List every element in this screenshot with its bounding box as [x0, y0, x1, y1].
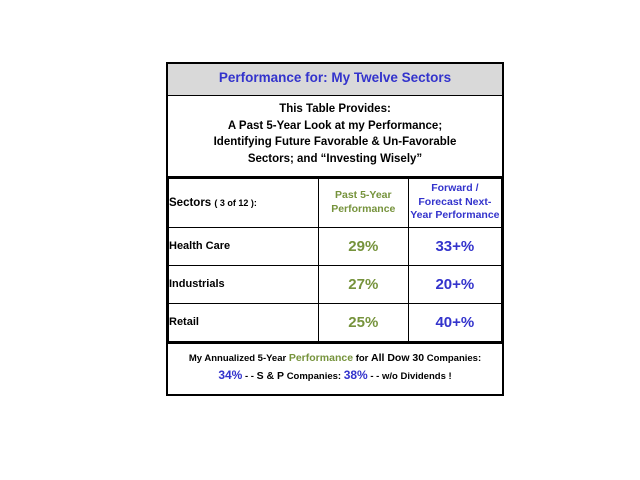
- sector-past-performance: 29%: [318, 227, 408, 265]
- footer-dow30-label: All Dow 30: [371, 351, 425, 364]
- footer-for-word: for: [355, 352, 369, 364]
- header-forward-line-1: Forward /: [431, 182, 479, 195]
- footer-sp-value: 38%: [343, 368, 368, 383]
- table-header-row: [169, 178, 502, 227]
- footer-sp-label: S & P: [256, 370, 285, 383]
- header-past-performance-cell: [318, 178, 408, 227]
- footer-companies-word: Companies:: [426, 352, 482, 364]
- intro-line-1: This Table Provides:: [279, 102, 391, 115]
- page-title: Performance for: My Twelve Sectors: [218, 70, 452, 85]
- footer-companies-word-2: Companies:: [286, 371, 342, 383]
- header-forward-line-2: Forecast Next-: [418, 195, 492, 208]
- intro-line-3: Identifying Future Favorable & Un-Favorable: [213, 136, 457, 149]
- footer-line-1: [176, 350, 494, 367]
- sector-name: Health Care: [169, 227, 319, 265]
- footer-dividends-note: - - w/o Dividends !: [370, 371, 452, 383]
- title-band: [168, 64, 502, 96]
- sector-name: Retail: [169, 303, 319, 341]
- sector-forward-performance: 40+%: [408, 303, 501, 341]
- table-row: [169, 303, 502, 341]
- header-sectors-count: ( 3 of 12 ):: [214, 197, 257, 208]
- table-row: [169, 265, 502, 303]
- footer-performance-word: Performance: [288, 351, 354, 364]
- footer-dow30-value: 34%: [218, 368, 243, 383]
- header-forward-performance-cell: [408, 178, 501, 227]
- intro-line-4: Sectors; and “Investing Wisely”: [247, 152, 423, 165]
- sector-past-performance: 25%: [318, 303, 408, 341]
- sector-forward-performance: 33+%: [408, 227, 501, 265]
- sector-past-performance: 27%: [318, 265, 408, 303]
- sector-forward-performance: 20+%: [408, 265, 501, 303]
- header-past-line-2: Performance: [331, 202, 396, 215]
- performance-table-card: [166, 62, 504, 396]
- footer-dash-1: - -: [245, 371, 254, 383]
- intro-band: [168, 96, 502, 178]
- footer-summary: [168, 342, 502, 394]
- header-past-line-1: Past 5-Year: [334, 188, 392, 201]
- footer-annualized-label: My Annualized 5-Year: [188, 352, 287, 364]
- intro-line-2: A Past 5-Year Look at my Performance;: [227, 119, 443, 132]
- header-forward-line-3: Year Performance: [410, 209, 500, 222]
- sector-name: Industrials: [169, 265, 319, 303]
- header-sectors-label: Sectors: [169, 196, 212, 209]
- sector-performance-table: [168, 178, 502, 342]
- footer-line-2: [176, 366, 494, 385]
- table-row: [169, 227, 502, 265]
- header-sectors-cell: [169, 178, 319, 227]
